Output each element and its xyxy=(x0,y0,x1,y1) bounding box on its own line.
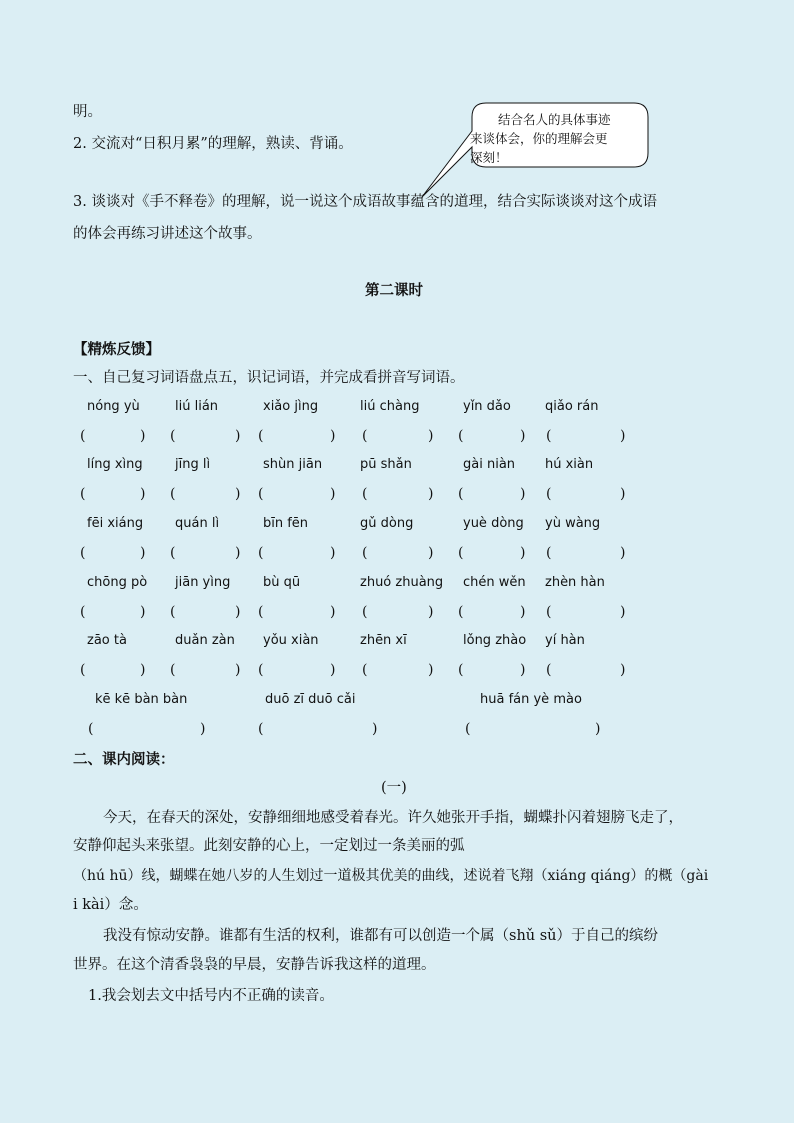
open-paren: ( xyxy=(458,486,464,502)
pinyin-word: duō zī duō cǎi xyxy=(265,692,356,707)
feedback-heading: 【精炼反馈】 xyxy=(73,341,160,358)
open-paren: ( xyxy=(80,428,86,444)
open-paren: ( xyxy=(80,604,86,620)
reading-p1-line2: 安静仰起头来张望。此刻安静的心上，一定划过一条美丽的弧 xyxy=(73,838,465,854)
pinyin-word: duǎn zàn xyxy=(175,633,235,648)
reading-heading: 二、课内阅读： xyxy=(73,751,175,768)
close-paren: ) xyxy=(520,428,526,444)
pinyin-row xyxy=(0,399,794,419)
open-paren: ( xyxy=(258,721,264,737)
close-paren: ) xyxy=(620,662,626,678)
close-paren: ) xyxy=(595,721,601,737)
pinyin-word: chōng pò xyxy=(87,575,148,590)
pinyin-word: líng xìng xyxy=(87,457,143,472)
reading-p1-line4: i kài）念。 xyxy=(73,897,148,913)
pinyin-word: liú chàng xyxy=(360,399,420,414)
close-paren: ) xyxy=(235,545,241,561)
open-paren: ( xyxy=(80,486,86,502)
pinyin-word: yǒu xiàn xyxy=(263,633,319,648)
close-paren: ) xyxy=(140,662,146,678)
open-paren: ( xyxy=(80,662,86,678)
reading-question-1: 1.我会划去文中括号内不正确的读音。 xyxy=(88,988,334,1004)
pinyin-word: zāo tà xyxy=(87,633,127,648)
close-paren: ) xyxy=(372,721,378,737)
open-paren: ( xyxy=(170,545,176,561)
open-paren: ( xyxy=(170,486,176,502)
pinyin-word: shùn jiān xyxy=(263,457,323,472)
pinyin-word: huā fán yè mào xyxy=(480,692,582,707)
callout-line-3: 深刻！ xyxy=(470,150,508,165)
open-paren: ( xyxy=(465,721,471,737)
reading-p1-line1: 今天，在春天的深处，安静细细地感受着春光。许久她张开手指，蝴蝶扑闪着翅膀飞走了， xyxy=(103,810,683,826)
open-paren: ( xyxy=(546,604,552,620)
intro-item-3-line1: 3. 谈谈对《手不释卷》的理解，说一说这个成语故事蕴含的道理，结合实际谈谈对这个成语 xyxy=(73,194,657,210)
reading-p2-line1: 我没有惊动安静。谁都有生活的权利，谁都有可以创造一个属（shǔ sǔ）于自己的缤纷 xyxy=(103,928,659,944)
open-paren: ( xyxy=(362,545,368,561)
close-paren: ) xyxy=(620,486,626,502)
close-paren: ) xyxy=(330,545,336,561)
pinyin-row xyxy=(0,633,794,653)
close-paren: ) xyxy=(520,604,526,620)
close-paren: ) xyxy=(235,428,241,444)
close-paren: ) xyxy=(428,662,434,678)
pinyin-row xyxy=(0,575,794,595)
open-paren: ( xyxy=(546,545,552,561)
lesson-title: 第二课时 xyxy=(365,282,423,299)
pinyin-row xyxy=(0,457,794,477)
open-paren: ( xyxy=(170,428,176,444)
pinyin-word: zhèn hàn xyxy=(545,575,605,590)
pinyin-word: gài niàn xyxy=(463,457,516,472)
open-paren: ( xyxy=(458,545,464,561)
close-paren: ) xyxy=(330,604,336,620)
pinyin-word: nóng yù xyxy=(87,399,140,414)
close-paren: ) xyxy=(140,486,146,502)
close-paren: ) xyxy=(620,428,626,444)
open-paren: ( xyxy=(80,545,86,561)
pinyin-word: pū shǎn xyxy=(360,457,412,472)
answer-blank-row xyxy=(0,486,794,506)
open-paren: ( xyxy=(458,662,464,678)
pinyin-word: yǐn dǎo xyxy=(463,399,511,414)
close-paren: ) xyxy=(620,545,626,561)
open-paren: ( xyxy=(546,662,552,678)
close-paren: ) xyxy=(520,662,526,678)
close-paren: ) xyxy=(235,662,241,678)
callout-text xyxy=(470,110,640,167)
reading-p1-line3: （hú hū）线，蝴蝶在她八岁的人生划过一道极其优美的曲线，述说着飞翔（xiáng qiáng）的概（gài xyxy=(73,868,709,884)
close-paren: ) xyxy=(140,604,146,620)
pinyin-word: quán lì xyxy=(175,516,220,531)
pinyin-word: fēi xiáng xyxy=(87,516,144,531)
open-paren: ( xyxy=(258,662,264,678)
pinyin-word: zhuó zhuàng xyxy=(360,575,444,590)
pinyin-row xyxy=(0,516,794,536)
intro-item-2: 2. 交流对“日积月累”的理解，熟读、背诵。 xyxy=(73,136,353,152)
pinyin-word: yí hàn xyxy=(545,633,585,648)
open-paren: ( xyxy=(258,486,264,502)
answer-blank-row xyxy=(0,428,794,448)
pinyin-word: kē kē bàn bàn xyxy=(95,692,188,707)
open-paren: ( xyxy=(88,721,94,737)
pinyin-word: bīn fēn xyxy=(263,516,309,531)
reading-p2-line2: 世界。在这个清香袅袅的早晨，安静告诉我这样的道理。 xyxy=(73,957,436,973)
pinyin-word: bù qū xyxy=(263,575,301,590)
answer-blank-row xyxy=(0,604,794,624)
callout-line-2: 来谈体会，你的理解会更 xyxy=(470,131,608,146)
intro-line-ming: 明。 xyxy=(73,104,102,120)
close-paren: ) xyxy=(200,721,206,737)
close-paren: ) xyxy=(428,604,434,620)
answer-blank-row xyxy=(0,545,794,565)
pinyin-word: yuè dòng xyxy=(463,516,524,531)
reading-part-label: (一) xyxy=(381,780,407,796)
close-paren: ) xyxy=(620,604,626,620)
close-paren: ) xyxy=(520,545,526,561)
close-paren: ) xyxy=(235,604,241,620)
open-paren: ( xyxy=(170,662,176,678)
open-paren: ( xyxy=(258,604,264,620)
pinyin-word: lǒng zhào xyxy=(463,633,527,648)
open-paren: ( xyxy=(458,604,464,620)
close-paren: ) xyxy=(520,486,526,502)
open-paren: ( xyxy=(362,428,368,444)
close-paren: ) xyxy=(428,428,434,444)
answer-blank-row xyxy=(0,662,794,682)
close-paren: ) xyxy=(428,486,434,502)
pinyin-word: jiān yìng xyxy=(175,575,231,590)
intro-item-3-line2: 的体会再练习讲述这个故事。 xyxy=(73,226,262,242)
pinyin-word: gǔ dòng xyxy=(360,516,414,531)
close-paren: ) xyxy=(330,486,336,502)
close-paren: ) xyxy=(330,428,336,444)
open-paren: ( xyxy=(362,604,368,620)
open-paren: ( xyxy=(170,604,176,620)
pinyin-word: qiǎo rán xyxy=(545,399,599,414)
pinyin-word: jīng lì xyxy=(175,457,211,472)
pinyin-word: xiǎo jìng xyxy=(263,399,319,414)
pinyin-word: yù wàng xyxy=(545,516,601,531)
open-paren: ( xyxy=(258,428,264,444)
open-paren: ( xyxy=(258,545,264,561)
pinyin-word: liú lián xyxy=(175,399,219,414)
close-paren: ) xyxy=(235,486,241,502)
open-paren: ( xyxy=(546,486,552,502)
answer-blank-row xyxy=(0,721,794,741)
close-paren: ) xyxy=(330,662,336,678)
close-paren: ) xyxy=(140,545,146,561)
pinyin-row xyxy=(0,692,794,712)
pinyin-word: chén wěn xyxy=(463,575,526,590)
close-paren: ) xyxy=(428,545,434,561)
open-paren: ( xyxy=(458,428,464,444)
callout-line-1: 结合名人的具体事迹 xyxy=(498,112,611,127)
open-paren: ( xyxy=(362,662,368,678)
open-paren: ( xyxy=(546,428,552,444)
pinyin-word: zhēn xī xyxy=(360,633,407,648)
pinyin-word: hú xiàn xyxy=(545,457,594,472)
open-paren: ( xyxy=(362,486,368,502)
close-paren: ) xyxy=(140,428,146,444)
feedback-task-1: 一、自己复习词语盘点五，识记词语，并完成看拼音写词语。 xyxy=(73,370,465,386)
